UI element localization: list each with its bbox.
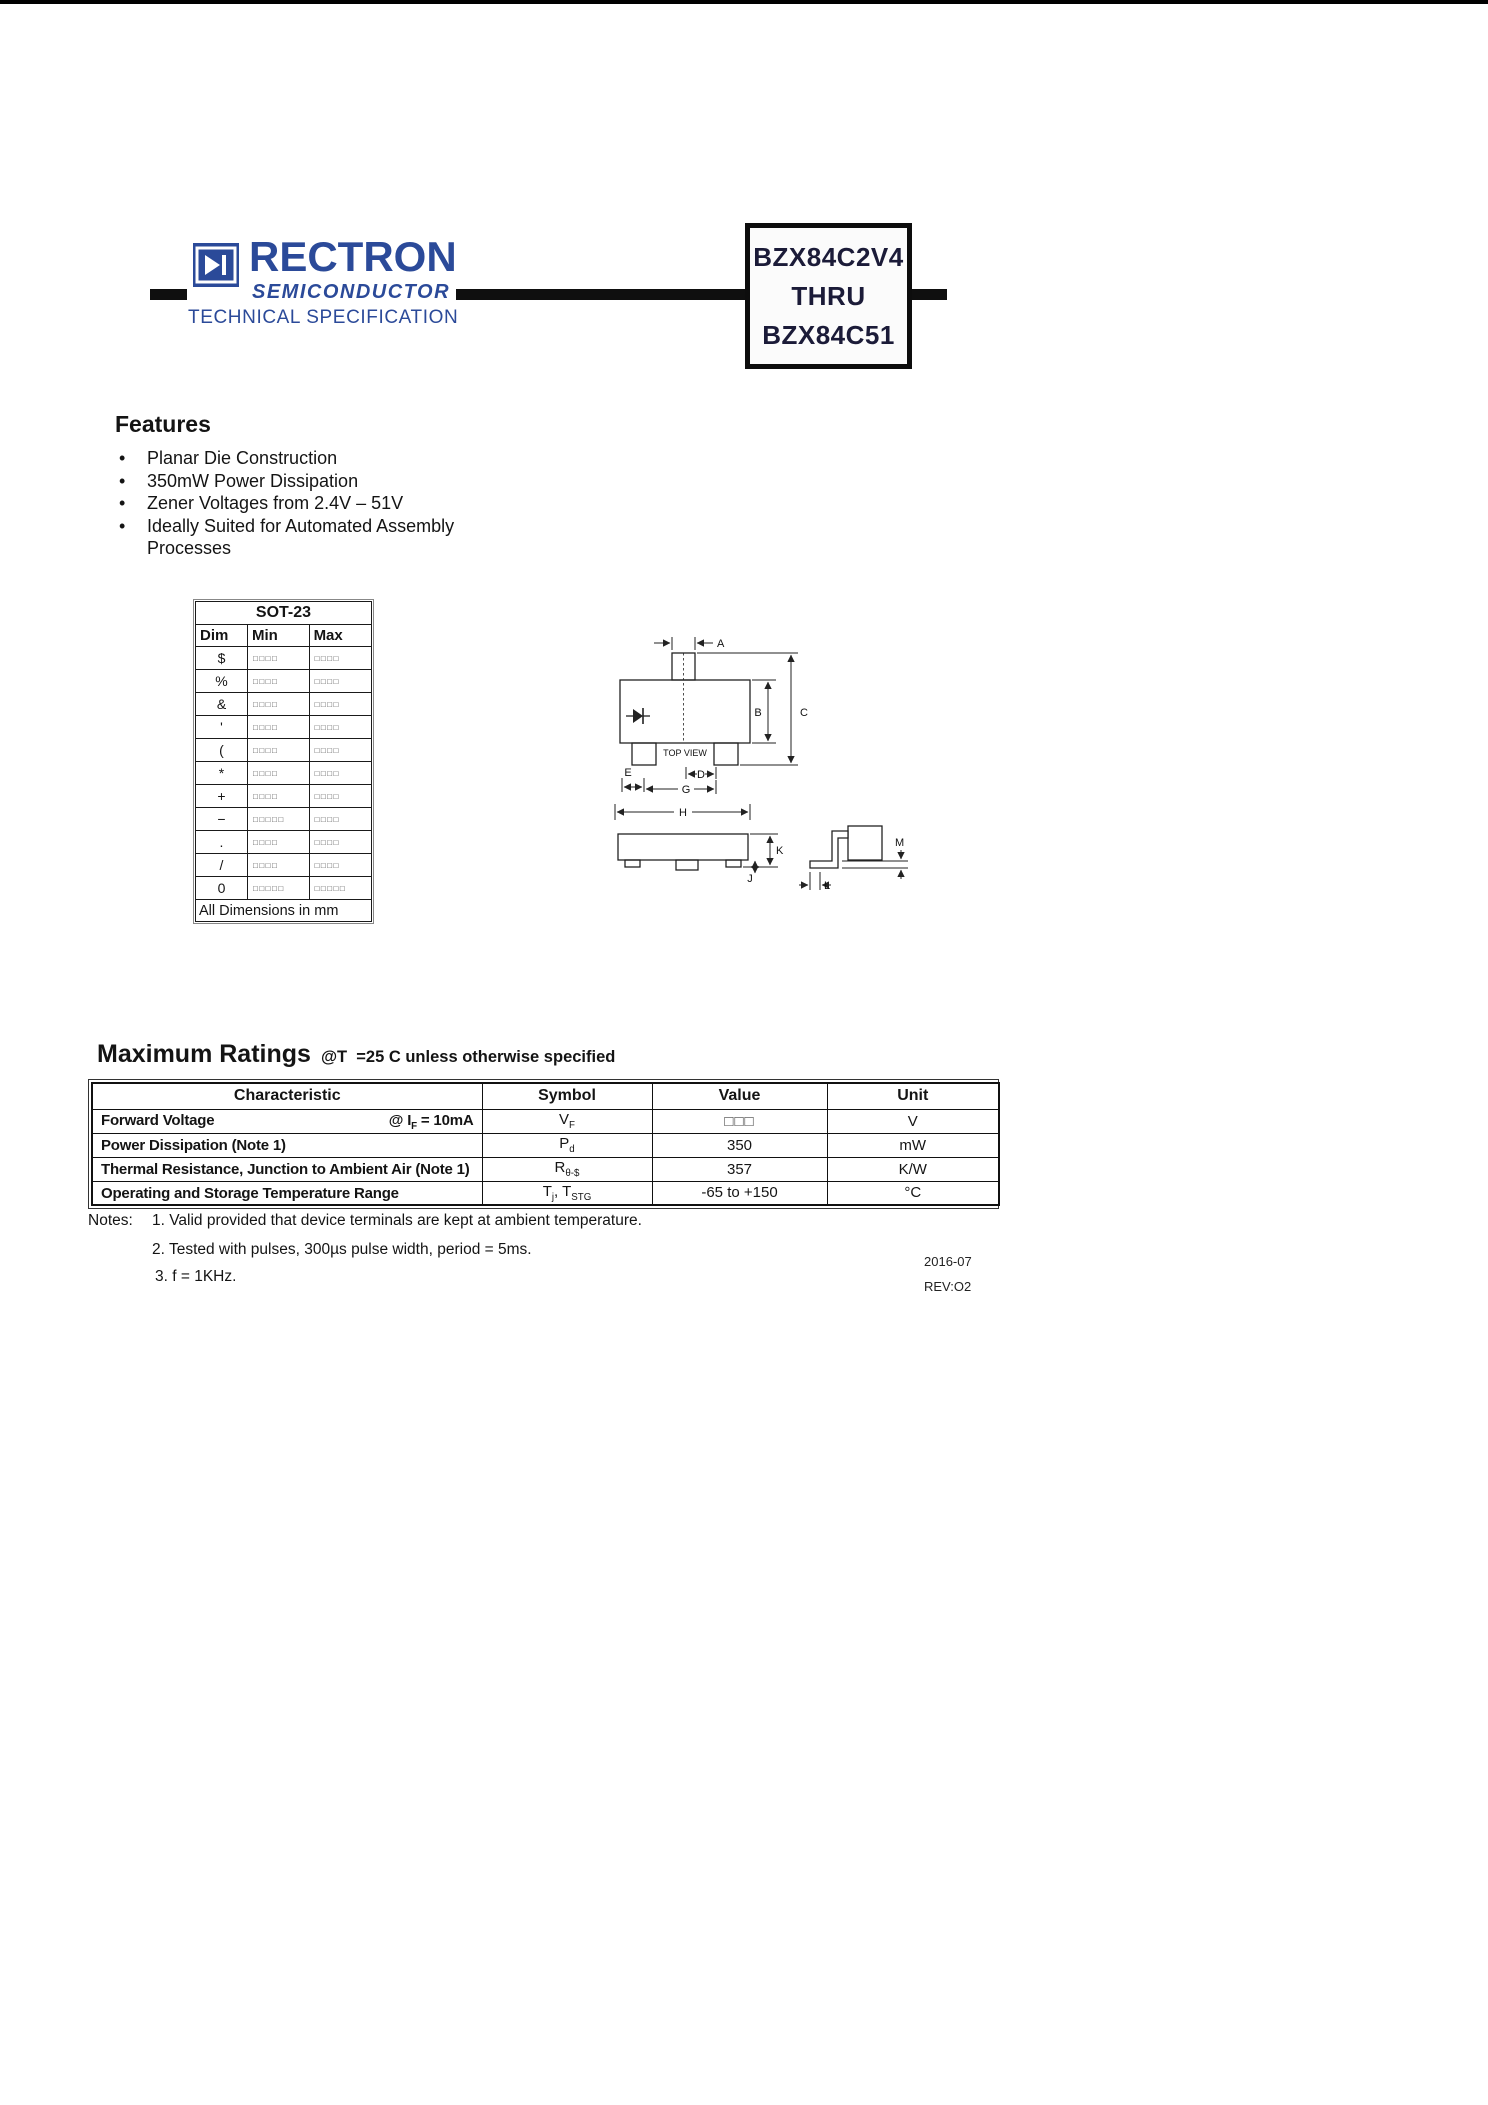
unit-cell: K/W [827, 1157, 999, 1181]
test-condition: @ $I_F = 10mA$ [388, 1111, 474, 1132]
bullet-icon: • [119, 515, 126, 536]
value-cell: □□□ [652, 1109, 827, 1133]
value-cell: -65 to +150 [652, 1181, 827, 1205]
ratings-header-row [92, 1083, 999, 1109]
dim-row [196, 762, 372, 785]
features-list [119, 447, 479, 560]
unit-cell: mW [827, 1133, 999, 1157]
symbol-cell: $V_F$ [482, 1109, 652, 1133]
feature-item [119, 447, 479, 470]
brand-subtitle: SEMICONDUCTOR [252, 281, 451, 303]
dim-label-k: K [776, 845, 784, 857]
page-top-edge [0, 0, 1488, 4]
header-rule-left [150, 289, 187, 300]
dim-value-cell: □□□□ [248, 762, 310, 785]
bullet-icon: • [119, 470, 126, 491]
dim-value-cell: □□□□ [248, 785, 310, 808]
zener-diode-symbol [626, 708, 650, 724]
symbol-cell: $T_j$, $T_{STG}$ [482, 1181, 652, 1205]
ratings-row [92, 1109, 999, 1133]
dim-col-header-max: Max [309, 625, 371, 647]
dim-value-cell: □□□□ [309, 739, 371, 762]
dim-row [196, 647, 372, 670]
dim-table-body [196, 647, 372, 900]
feature-item [119, 515, 479, 560]
dim-footer-row [196, 900, 372, 922]
dim-symbol-cell: ' [196, 716, 248, 739]
dim-title-row [196, 602, 372, 625]
part-number-line2: BZX84C51 [762, 319, 895, 350]
dim-table-footer: All Dimensions in mm [196, 900, 372, 922]
sot23-dimension-table [193, 599, 374, 924]
max-ratings-condition: @T =25 C unless otherwise specified [320, 1048, 616, 1066]
dim-symbol-cell: $ [196, 647, 248, 670]
part-number-box [745, 223, 912, 369]
ratings-col-value: Value [652, 1083, 827, 1109]
rectron-logo-icon [193, 243, 239, 287]
dim-value-cell: □□□□ [309, 693, 371, 716]
note-item: 3. f = 1KHz. [155, 1268, 237, 1285]
dim-col-header-min: Min [248, 625, 310, 647]
symbol-cell: $P_d$ [482, 1133, 652, 1157]
dim-label-m: M [895, 837, 905, 849]
dim-label-e: E [624, 767, 632, 779]
bullet-icon: • [119, 493, 126, 513]
dim-row [196, 716, 372, 739]
dim-value-cell: □□□□ [248, 739, 310, 762]
side-view-outline [618, 834, 748, 870]
ratings-col-unit: Unit [827, 1083, 999, 1109]
characteristic-text: Forward Voltage [101, 1111, 215, 1129]
dim-value-cell: □□□□ [309, 831, 371, 854]
max-ratings-heading [97, 1040, 615, 1069]
dim-value-cell: □□□□ [309, 808, 371, 831]
revision-date: 2016-07 [924, 1254, 972, 1269]
dim-row [196, 877, 372, 900]
note-item: 1. Valid provided that device terminals are kept at ambient temperature. [152, 1212, 642, 1229]
dim-value-cell: □□□□ [248, 670, 310, 693]
dim-symbol-cell: 0 [196, 877, 248, 900]
features-heading: Features [115, 411, 211, 437]
unit-cell: °C [827, 1181, 999, 1205]
dimension-lines [615, 637, 798, 820]
dim-row [196, 693, 372, 716]
dim-value-cell: □□□□ [309, 670, 371, 693]
dim-value-cell: □□□□ [248, 716, 310, 739]
dim-row [196, 739, 372, 762]
dim-label-c: C [800, 707, 808, 719]
characteristic-cell [92, 1181, 482, 1205]
dim-label-b: B [754, 707, 762, 719]
part-number-line1: BZX84C2V4 [753, 241, 904, 272]
unit-cell: V [827, 1109, 999, 1133]
feature-text: Ideally Suited for Automated Assembly Processes [147, 515, 455, 558]
dim-value-cell: □□□□□ [248, 877, 310, 900]
lead-profile-outline [810, 826, 882, 868]
sot23-package-drawing [598, 628, 948, 903]
feature-text: Zener Voltages from 2.4V – 51V [147, 493, 404, 513]
characteristic-text: Power Dissipation (Note 1) [101, 1137, 286, 1154]
dim-symbol-cell: / [196, 854, 248, 877]
dim-symbol-cell: . [196, 831, 248, 854]
characteristic-cell [92, 1133, 482, 1157]
header-rule-middle [456, 289, 746, 300]
bullet-icon: • [119, 448, 126, 468]
header-rule-right [911, 289, 947, 300]
revision-code: REV:O2 [924, 1279, 972, 1294]
lead-profile-dimensions [799, 850, 908, 890]
part-number-thru: THRU [791, 280, 866, 311]
feature-text: 350mW Power Dissipation [147, 470, 359, 491]
dim-symbol-cell: % [196, 670, 248, 693]
dim-value-cell: □□□□□ [309, 877, 371, 900]
dim-row [196, 831, 372, 854]
brand-name: RECTRON [249, 233, 457, 280]
max-ratings-table [88, 1079, 999, 1209]
characteristic-cell [92, 1157, 482, 1181]
dim-symbol-cell: & [196, 693, 248, 716]
dim-header-row [196, 625, 372, 647]
ratings-col-symbol: Symbol [482, 1083, 652, 1109]
symbol-cell: $R_{\theta-\$}$ [482, 1157, 652, 1181]
feature-item [119, 492, 479, 515]
dim-value-cell: □□□□ [248, 854, 310, 877]
feature-text: Planar Die Construction [147, 448, 338, 468]
ratings-row [92, 1133, 999, 1157]
top-view-label: TOP VIEW [663, 748, 707, 758]
dim-label-l: L [824, 880, 831, 892]
dim-symbol-cell: − [196, 808, 248, 831]
dim-value-cell: □□□□ [309, 854, 371, 877]
dim-value-cell: □□□□ [309, 647, 371, 670]
dim-label-j: J [747, 873, 753, 885]
ratings-col-characteristic: Characteristic [92, 1083, 482, 1109]
characteristic-cell [92, 1109, 482, 1133]
feature-item [119, 470, 479, 493]
characteristic-text: Thermal Resistance, Junction to Ambient Air (Note 1) [101, 1161, 470, 1178]
ratings-table-body [92, 1109, 999, 1205]
notes-label: Notes: [88, 1212, 133, 1229]
dim-symbol-cell: + [196, 785, 248, 808]
dim-label-h: H [679, 807, 687, 819]
dim-value-cell: □□□□ [248, 831, 310, 854]
brand-tagline: TECHNICAL SPECIFICATION [188, 307, 459, 328]
note-item: 2. Tested with pulses, 300µs pulse width, period = 5ms. [152, 1241, 532, 1258]
dim-row [196, 808, 372, 831]
dim-value-cell: □□□□ [309, 762, 371, 785]
dim-value-cell: □□□□ [248, 693, 310, 716]
dim-symbol-cell: ( [196, 739, 248, 762]
ratings-row [92, 1181, 999, 1205]
characteristic-text: Operating and Storage Temperature Range [101, 1184, 399, 1202]
dim-value-cell: □□□□□ [248, 808, 310, 831]
dim-row [196, 785, 372, 808]
dim-value-cell: □□□□ [248, 647, 310, 670]
value-cell: 357 [652, 1157, 827, 1181]
dim-row [196, 670, 372, 693]
ratings-row [92, 1157, 999, 1181]
dim-value-cell: □□□□ [309, 785, 371, 808]
dim-col-header-dim: Dim [196, 625, 248, 647]
value-cell: 350 [652, 1133, 827, 1157]
dim-value-cell: □□□□ [309, 716, 371, 739]
max-ratings-title: Maximum Ratings [97, 1040, 311, 1068]
dim-label-a: A [717, 638, 725, 650]
dim-row [196, 854, 372, 877]
dim-label-d: D [697, 769, 705, 781]
dim-symbol-cell: * [196, 762, 248, 785]
dim-table-title: SOT-23 [196, 602, 372, 625]
dim-label-g: G [681, 784, 691, 796]
